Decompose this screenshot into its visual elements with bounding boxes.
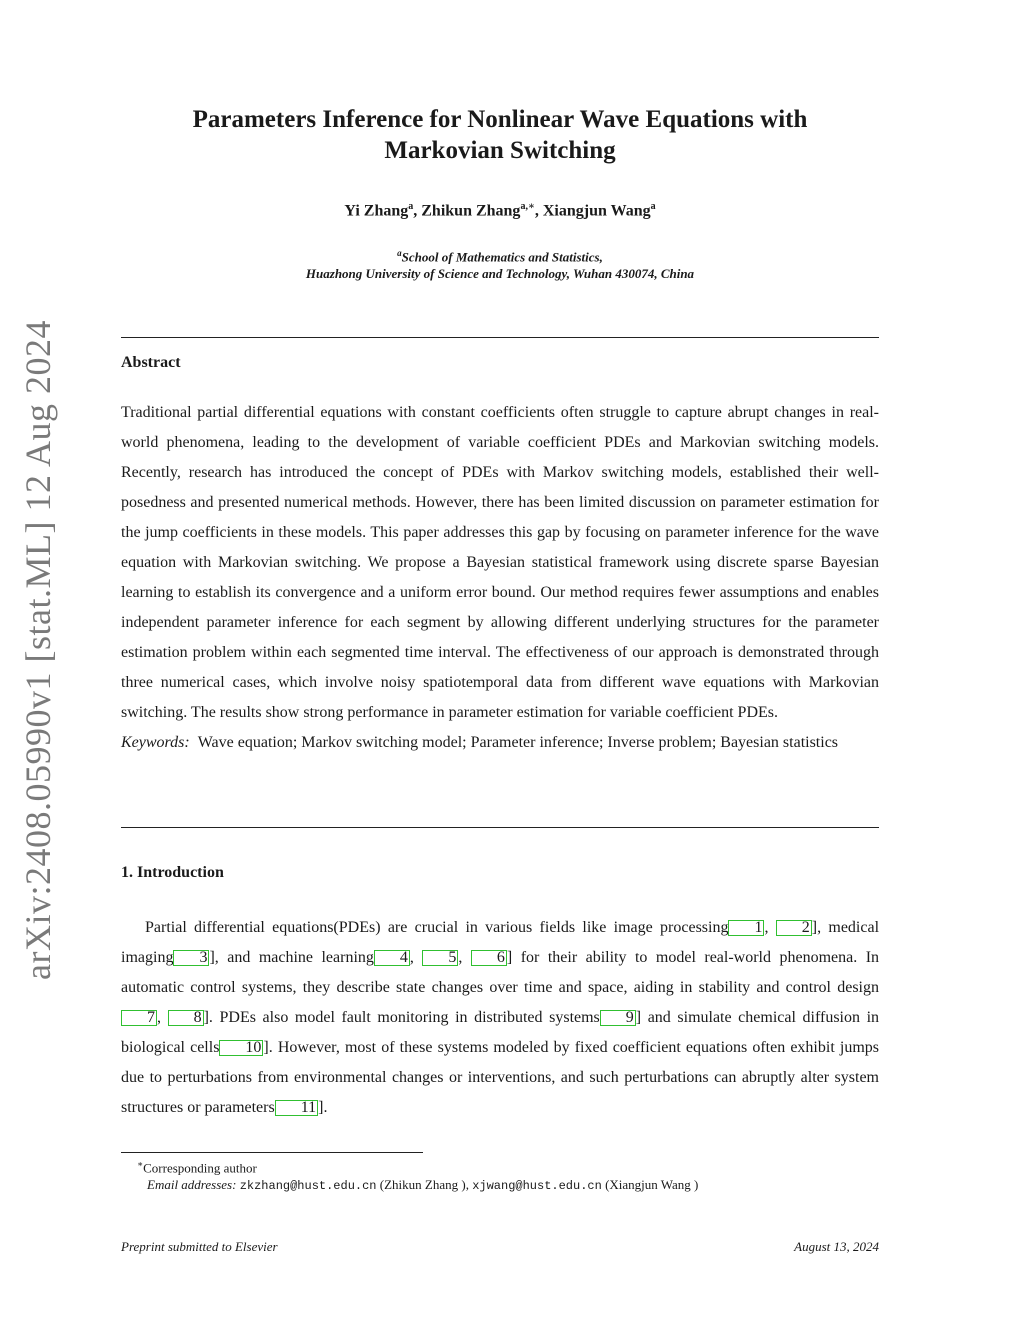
introduction-body <box>121 913 879 1123</box>
affiliation-mark: a <box>397 248 402 258</box>
citation-link-3[interactable]: 3 <box>173 950 209 966</box>
citation-link-10[interactable]: 10 <box>219 1040 263 1056</box>
email-link-zkzhang[interactable]: zkzhang@hust.edu.cn <box>239 1179 377 1194</box>
abstract-body <box>121 398 879 758</box>
affiliation-line-2: Huazhong University of Science and Technology, Wuhan 430074, China <box>305 266 695 282</box>
author-name: Yi Zhang <box>344 202 409 220</box>
email-link-xjwang[interactable]: xjwang@hust.edu.cn <box>472 1179 602 1194</box>
corresponding-author-note: Corresponding author <box>143 1160 257 1176</box>
citation-link-8[interactable]: 8 <box>168 1010 204 1026</box>
email-addresses-label: Email addresses: <box>147 1177 237 1193</box>
introduction-text-run: , <box>157 1009 168 1026</box>
author-separator: , <box>534 202 543 220</box>
introduction-text-run: ], and machine learning <box>209 949 374 966</box>
introduction-text-run: ] and simulate chemical diffusion in biological cells <box>121 1009 880 1056</box>
abstract-text: Traditional partial differential equations with constant coefficients often struggle to capture abrupt changes in real-world phenomena, leading to the development of variable coefficient PDEs and Markovian switching models. Recently, research has introduced the concept of PDEs with Markov switching models, established their well-posedness and presented numerical methods. However, there has been limited discussion on parameter estimation for the jump coefficients in these models. This paper addresses this gap by focusing on parameter inference for the wave equation with Markovian switching. We propose a Bayesian statistical framework using discrete sparse Bayesian learning to establish its convergence and a uniform error bound. Our method requires fewer assumptions and enables independent parameter inference for each segment by allowing different underlying structures for the parameter estimation problem within each segmented time interval. The effectiveness of our approach is demonstrated through three numerical cases, which involve noisy spatiotemporal data from different wave equations with Markovian switching. The results show strong performance in parameter estimation for variable coefficient PDEs. <box>121 404 879 721</box>
author-affiliation-mark: a,∗ <box>520 201 535 212</box>
footer-date: August 13, 2024 <box>794 1239 879 1254</box>
title-line-1: Parameters Inference for Nonlinear Wave Equations with <box>192 106 808 133</box>
citation-link-11[interactable]: 11 <box>275 1100 318 1116</box>
citation-link-2[interactable]: 2 <box>776 920 812 936</box>
introduction-heading: 1. Introduction <box>121 864 224 881</box>
introduction-text-run: ], medical imaging <box>121 919 880 966</box>
citation-link-7[interactable]: 7 <box>121 1010 157 1026</box>
abstract-top-rule <box>121 337 879 338</box>
author-list <box>120 201 880 220</box>
citation-link-9[interactable]: 9 <box>600 1010 636 1026</box>
introduction-text-run: , <box>458 949 471 966</box>
footnote-rule <box>121 1152 423 1153</box>
introduction-text-run: Partial differential equations(PDEs) are crucial in various fields like image processing <box>145 919 729 936</box>
abstract-bottom-rule <box>121 827 879 828</box>
affiliation-block <box>120 245 880 282</box>
introduction-text-run: , <box>409 949 423 966</box>
introduction-paragraph <box>121 913 879 1123</box>
email-owner-zhikun-zhang: (Zhikun Zhang ), <box>379 1177 469 1193</box>
arxiv-identifier-text: arXiv:2408.05990v1 [stat.ML] 12 Aug 2024 <box>18 320 59 980</box>
paper-title <box>120 104 880 166</box>
introduction-text-run: ]. However, most of these systems modeled by fixed coefficient equations often exhibit jumps due to perturbations from environmental changes or interventions, and such perturbations can abruptly alter system structures or parameters <box>121 1039 879 1116</box>
author-affiliation-mark: a <box>650 201 656 212</box>
abstract-heading: Abstract <box>121 354 181 371</box>
keywords-label: Keywords: <box>121 734 190 751</box>
citation-link-5[interactable]: 5 <box>422 950 458 966</box>
title-line-2: Markovian Switching <box>384 137 616 164</box>
citation-link-1[interactable]: 1 <box>728 920 764 936</box>
introduction-text-run: ]. PDEs also model fault monitoring in distributed systems <box>203 1009 600 1026</box>
arxiv-identifier-stamp <box>12 320 64 980</box>
introduction-text-run: ]. <box>318 1099 328 1116</box>
author-name: Zhikun Zhang <box>421 202 521 220</box>
footer-preprint-note: Preprint submitted to Elsevier <box>121 1239 278 1254</box>
introduction-text-run: ] for their ability to model real-world phenomena. In automatic control systems, they describe state changes over time and space, aiding in stability and control design <box>121 949 880 996</box>
citation-link-6[interactable]: 6 <box>471 950 507 966</box>
affiliation-line-1: School of Mathematics and Statistics, <box>401 249 603 265</box>
author-name: Xiangjun Wang <box>542 202 651 220</box>
email-owner-xiangjun-wang: (Xiangjun Wang ) <box>605 1177 699 1193</box>
citation-link-4[interactable]: 4 <box>374 950 410 966</box>
author-affiliation-mark: a <box>408 201 414 212</box>
footnote-mark: ∗ <box>137 1159 144 1169</box>
keywords-text: Wave equation; Markov switching model; Parameter inference; Inverse problem; Bayesian statistics <box>197 734 839 751</box>
footnote <box>121 1156 881 1195</box>
author-separator: , <box>413 202 422 220</box>
introduction-text-run: , <box>764 919 776 936</box>
